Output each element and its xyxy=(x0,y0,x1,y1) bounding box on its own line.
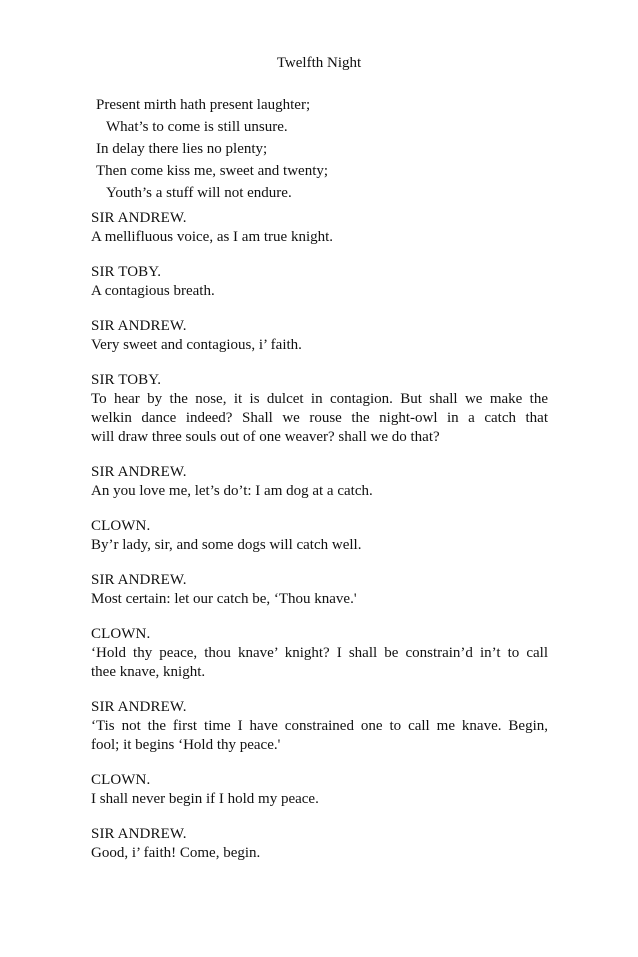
song-line: Youth’s a stuff will not endure. xyxy=(106,185,292,201)
speech-line: Very sweet and contagious, i’ faith. xyxy=(91,337,302,353)
speech-block xyxy=(91,209,548,247)
speech-line: Good, i’ faith! Come, begin. xyxy=(91,845,261,861)
speech-line: Most certain: let our catch be, ‘Thou knave.' xyxy=(91,591,357,607)
speaker-name: SIR ANDREW. xyxy=(91,572,187,588)
song-verse xyxy=(96,94,556,204)
speech-line: A mellifluous voice, as I am true knight. xyxy=(91,229,334,245)
speaker-name: SIR ANDREW. xyxy=(91,699,187,715)
speech-line: fool; it begins ‘Hold thy peace.' xyxy=(91,737,281,753)
speech-block xyxy=(91,317,548,355)
speech-line: An you love me, let’s do’t: I am dog at a catch. xyxy=(91,483,373,499)
running-title: Twelfth Night xyxy=(276,55,362,71)
speaker-name: SIR ANDREW. xyxy=(91,210,187,226)
speech-line: ‘Tis not the first time I have constrained one to call me knave. Begin, xyxy=(91,718,548,734)
speaker-name: CLOWN. xyxy=(91,626,151,642)
speech-block xyxy=(91,625,548,682)
speech-line: By’r lady, sir, and some dogs will catch well. xyxy=(91,537,362,553)
speaker-name: CLOWN. xyxy=(91,772,151,788)
song-line: What’s to come is still unsure. xyxy=(106,119,288,135)
speech-block xyxy=(91,463,548,501)
speech-block xyxy=(91,263,548,301)
song-line: Present mirth hath present laughter; xyxy=(96,97,311,113)
speech-block xyxy=(91,571,548,609)
dialogue xyxy=(91,209,548,879)
speech-line: I shall never begin if I hold my peace. xyxy=(91,791,319,807)
speech-block xyxy=(91,517,548,555)
speech-block xyxy=(91,698,548,755)
speaker-name: SIR TOBY. xyxy=(91,372,162,388)
speaker-name: CLOWN. xyxy=(91,518,151,534)
song-line: Then come kiss me, sweet and twenty; xyxy=(96,163,329,179)
speech-line: ‘Hold thy peace, thou knave’ knight? I shall be constrain’d in’t to call xyxy=(91,645,548,661)
speaker-name: SIR TOBY. xyxy=(91,264,162,280)
speech-block xyxy=(91,371,548,447)
speech-block xyxy=(91,771,548,809)
speech-block xyxy=(91,825,548,863)
speech-line: To hear by the nose, it is dulcet in contagion. But shall we make the xyxy=(91,391,548,407)
speaker-name: SIR ANDREW. xyxy=(91,464,187,480)
speech-line: A contagious breath. xyxy=(91,283,215,299)
song-line: In delay there lies no plenty; xyxy=(96,141,268,157)
speaker-name: SIR ANDREW. xyxy=(91,318,187,334)
speaker-name: SIR ANDREW. xyxy=(91,826,187,842)
speech-line: welkin dance indeed? Shall we rouse the night-owl in a catch that xyxy=(91,410,548,426)
speech-line: will draw three souls out of one weaver? shall we do that? xyxy=(91,429,440,445)
speech-line: thee knave, knight. xyxy=(91,664,206,680)
